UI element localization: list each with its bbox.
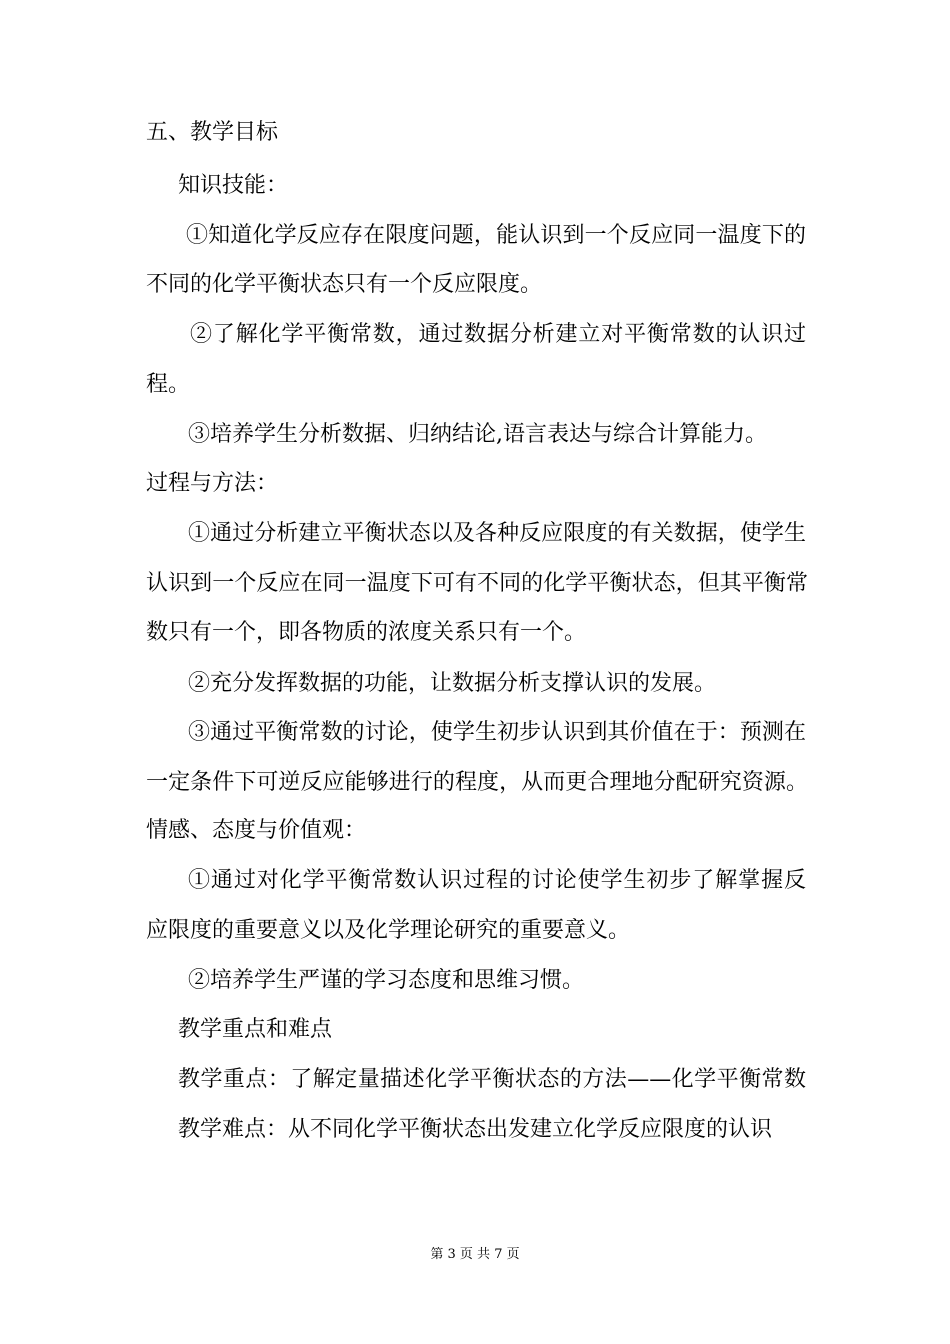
page-number-footer: 第 3 页 共 7 页 <box>430 1247 520 1262</box>
emotion-item-1-line-2: 应限度的重要意义以及化学理论研究的重要意义。 <box>146 918 631 943</box>
keypoints-title: 教学重点和难点 <box>178 1017 333 1042</box>
process-title: 过程与方法： <box>146 471 279 496</box>
process-item-2: ②充分发挥数据的功能，让数据分析支撑认识的发展。 <box>188 671 717 696</box>
knowledge-item-3: ③培养学生分析数据、归纳结论,语言表达与综合计算能力。 <box>188 422 767 447</box>
process-item-1-line-2: 认识到一个反应在同一温度下可有不同的化学平衡状态，但其平衡常 <box>146 571 808 596</box>
knowledge-title: 知识技能： <box>178 173 289 198</box>
process-item-1-line-3: 数只有一个，即各物质的浓度关系只有一个。 <box>146 620 587 645</box>
keypoints-difficulty: 教学难点：从不同化学平衡状态出发建立化学反应限度的认识 <box>178 1117 773 1142</box>
knowledge-item-2-line-2: 程。 <box>146 372 191 397</box>
emotion-item-1-line-1: ①通过对化学平衡常数认识过程的讨论使学生初步了解掌握反 <box>188 868 806 893</box>
section-heading: 五、教学目标 <box>146 120 279 145</box>
knowledge-item-1-line-2: 不同的化学平衡状态只有一个反应限度。 <box>146 272 543 297</box>
process-item-3-line-2: 一定条件下可逆反应能够进行的程度，从而更合理地分配研究资源。 <box>146 770 808 795</box>
process-item-1-line-1: ①通过分析建立平衡状态以及各种反应限度的有关数据，使学生 <box>188 521 806 546</box>
process-item-3-line-1: ③通过平衡常数的讨论，使学生初步认识到其价值在于：预测在 <box>188 720 806 745</box>
emotion-item-2: ②培养学生严谨的学习态度和思维习惯。 <box>188 968 585 993</box>
knowledge-item-2-line-1: ②了解化学平衡常数，通过数据分析建立对平衡常数的认识过 <box>190 322 806 347</box>
keypoints-focus: 教学重点：了解定量描述化学平衡状态的方法——化学平衡常数 <box>178 1067 806 1092</box>
knowledge-item-1-line-1: ①知道化学反应存在限度问题，能认识到一个反应同一温度下的 <box>186 223 806 248</box>
emotion-title: 情感、态度与价值观： <box>146 818 367 843</box>
